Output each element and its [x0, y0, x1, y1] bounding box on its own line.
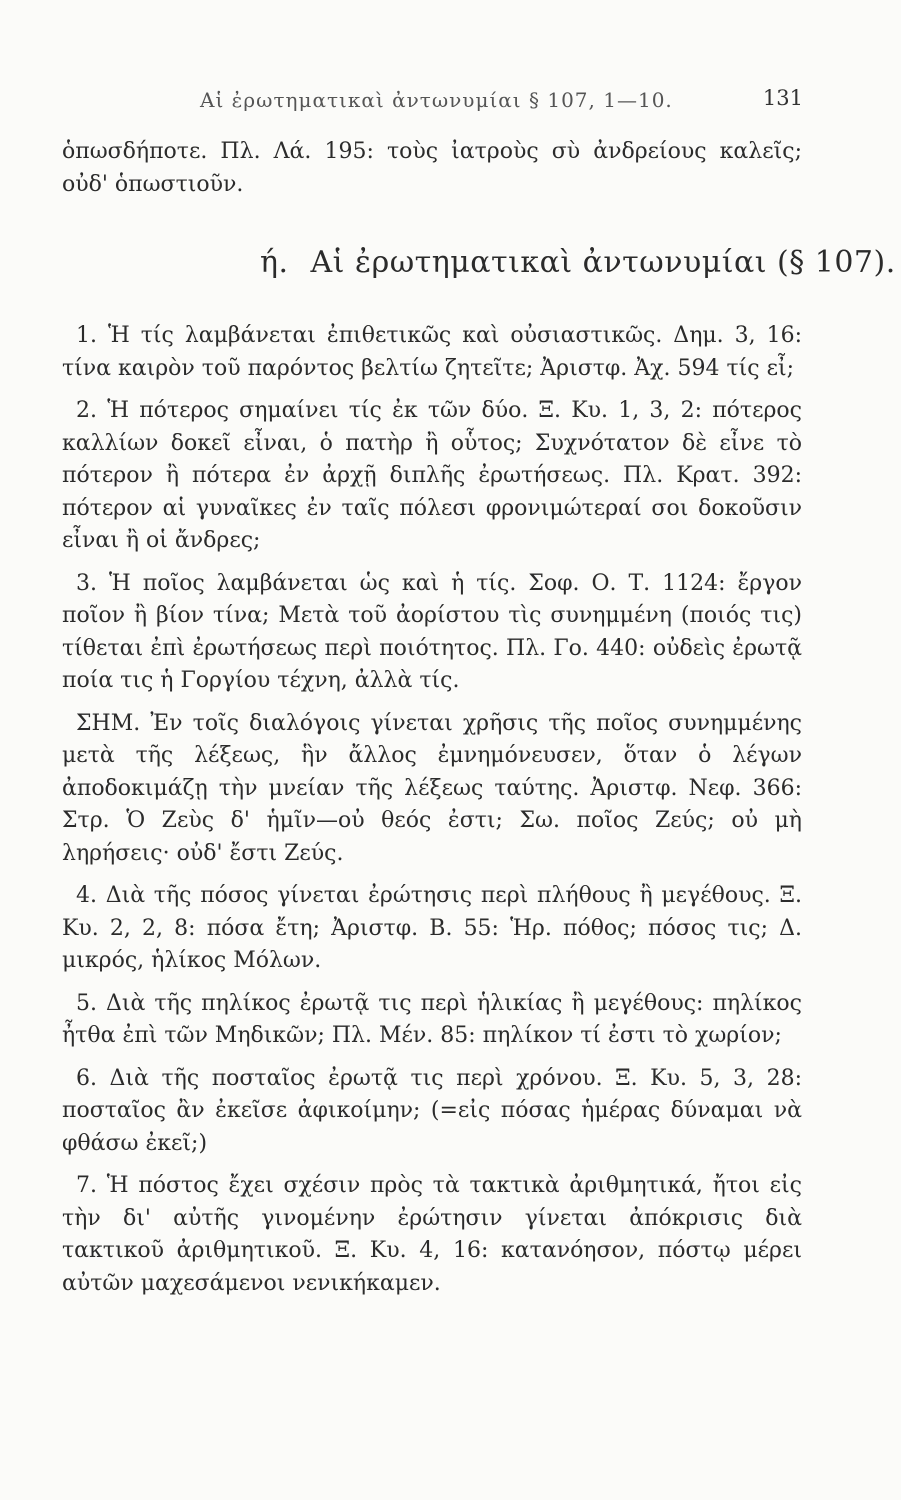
paragraph-2: 2. Ἡ πότερος σημαίνει τίς ἐκ τῶν δύο. Ξ. Κυ. 1, 3, 2: πότερος καλλίων δοκεῖ εἶναι, ὁ πατὴρ ἢ οὗτος; Συχνότατον δὲ εἶνε τὸ πότερον ἢ πότερα ἐν ἀρχῇ διπλῆς ἐρωτήσεως. Πλ. Κρατ. 392: πότερον αἱ γυναῖκες ἐν ταῖς πόλεσι φρονιμώτεραί σοι δοκοῦσιν εἶναι ἢ οἱ ἄνδρες; — [62, 398, 802, 553]
section-letter: ή. — [260, 245, 289, 280]
paragraph-1: 1. Ἡ τίς λαμβάνεται ἐπιθετικῶς καὶ οὐσιαστικῶς. Δημ. 3, 16: τίνα καιρὸν τοῦ παρόντος βελτίω ζητεῖτε; Ἀριστφ. Ἀχ. 594 τίς εἶ; — [62, 323, 802, 381]
paragraph-3-note: ΣΗΜ. Ἐν τοῖς διαλόγοις γίνεται χρῆσις τῆς ποῖος συνημμένης μετὰ τῆς λέξεως, ἣν ἄλλος ἐμνημόνευσεν, ὅταν ὁ λέγων ἀποδοκιμάζῃ τὴν μνείαν τῆς λέξεως ταύτης. Ἀριστφ. Νεφ. 366: Στρ. Ὁ Ζεὺς δ' ἡμῖν—οὐ θεός ἐστι; Σω. ποῖος Ζεύς; οὐ μὴ ληρήσεις· οὐδ' ἔστι Ζεύς. — [62, 710, 802, 866]
paragraph-4: 4. Διὰ τῆς πόσος γίνεται ἐρώτησις περὶ πλήθους ἢ μεγέθους. Ξ. Κυ. 2, 2, 8: πόσα ἔτη; Ἀριστφ. Β. 55: Ἡρ. πόθος; πόσος τις; Δ. μικρός, ἡλίκος Μόλων. — [62, 883, 802, 973]
page-number: 131 — [762, 86, 803, 110]
paragraph-6: 6. Διὰ τῆς ποσταῖος ἐρωτᾷ τις περὶ χρόνου. Ξ. Κυ. 5, 3, 28: ποσταῖος ἂν ἐκεῖσε ἀφικοίμην; (=εἰς πόσας ἡμέρας δύναμαι νὰ φθάσω ἐκεῖ;) — [62, 1065, 802, 1156]
paragraph-5: 5. Διὰ τῆς πηλίκος ἐρωτᾷ τις περὶ ἡλικίας ἢ μεγέθους: πηλίκος ἦτθα ἐπὶ τῶν Μηδικῶν; Πλ. Μέν. 85: πηλίκον τί ἐστι τὸ χωρίον; — [62, 990, 802, 1048]
page-body — [62, 136, 896, 1300]
section-heading — [260, 245, 896, 280]
page-header — [0, 82, 901, 122]
running-title: Αἱ ἐρωτηματικαὶ ἀντωνυμίαι § 107, 1—10. — [200, 88, 673, 112]
paragraph-3: 3. Ἡ ποῖος λαμβάνεται ὡς καὶ ἡ τίς. Σοφ. Ο. Τ. 1124: ἔργον ποῖον ἢ βίον τίνα; Μετὰ τοῦ ἀορίστου τὶς συνημμένη (ποιός τις) τίθεται ἐπὶ ἐρωτήσεως περὶ ποιότητος. Πλ. Γο. 440: οὐδεὶς ἐρωτᾷ ποία τις ἡ Γοργίου τέχνη, ἀλλὰ τίς. — [62, 570, 802, 693]
section-title: Αἱ ἐρωτηματικαὶ ἀντωνυμίαι (§ 107). — [310, 245, 896, 280]
paragraph-7: 7. Ἡ πόστος ἔχει σχέσιν πρὸς τὰ τακτικὰ ἀριθμητικά, ἤτοι εἰς τὴν δι' αὐτῆς γινομένην ἐρώτησιν γίνεται ἀπόκρισις διὰ τακτικοῦ ἀριθμητικοῦ. Ξ. Κυ. 4, 16: κατανόησον, πόστῳ μέρει αὐτῶν μαχεσάμενοι νενικήκαμεν. — [62, 1173, 802, 1296]
intro-paragraph: ὁπωσδήποτε. Πλ. Λά. 195: τοὺς ἰατροὺς σὺ ἀνδρείους καλεῖς; οὐδ' ὁπωστιοῦν. — [62, 139, 802, 197]
